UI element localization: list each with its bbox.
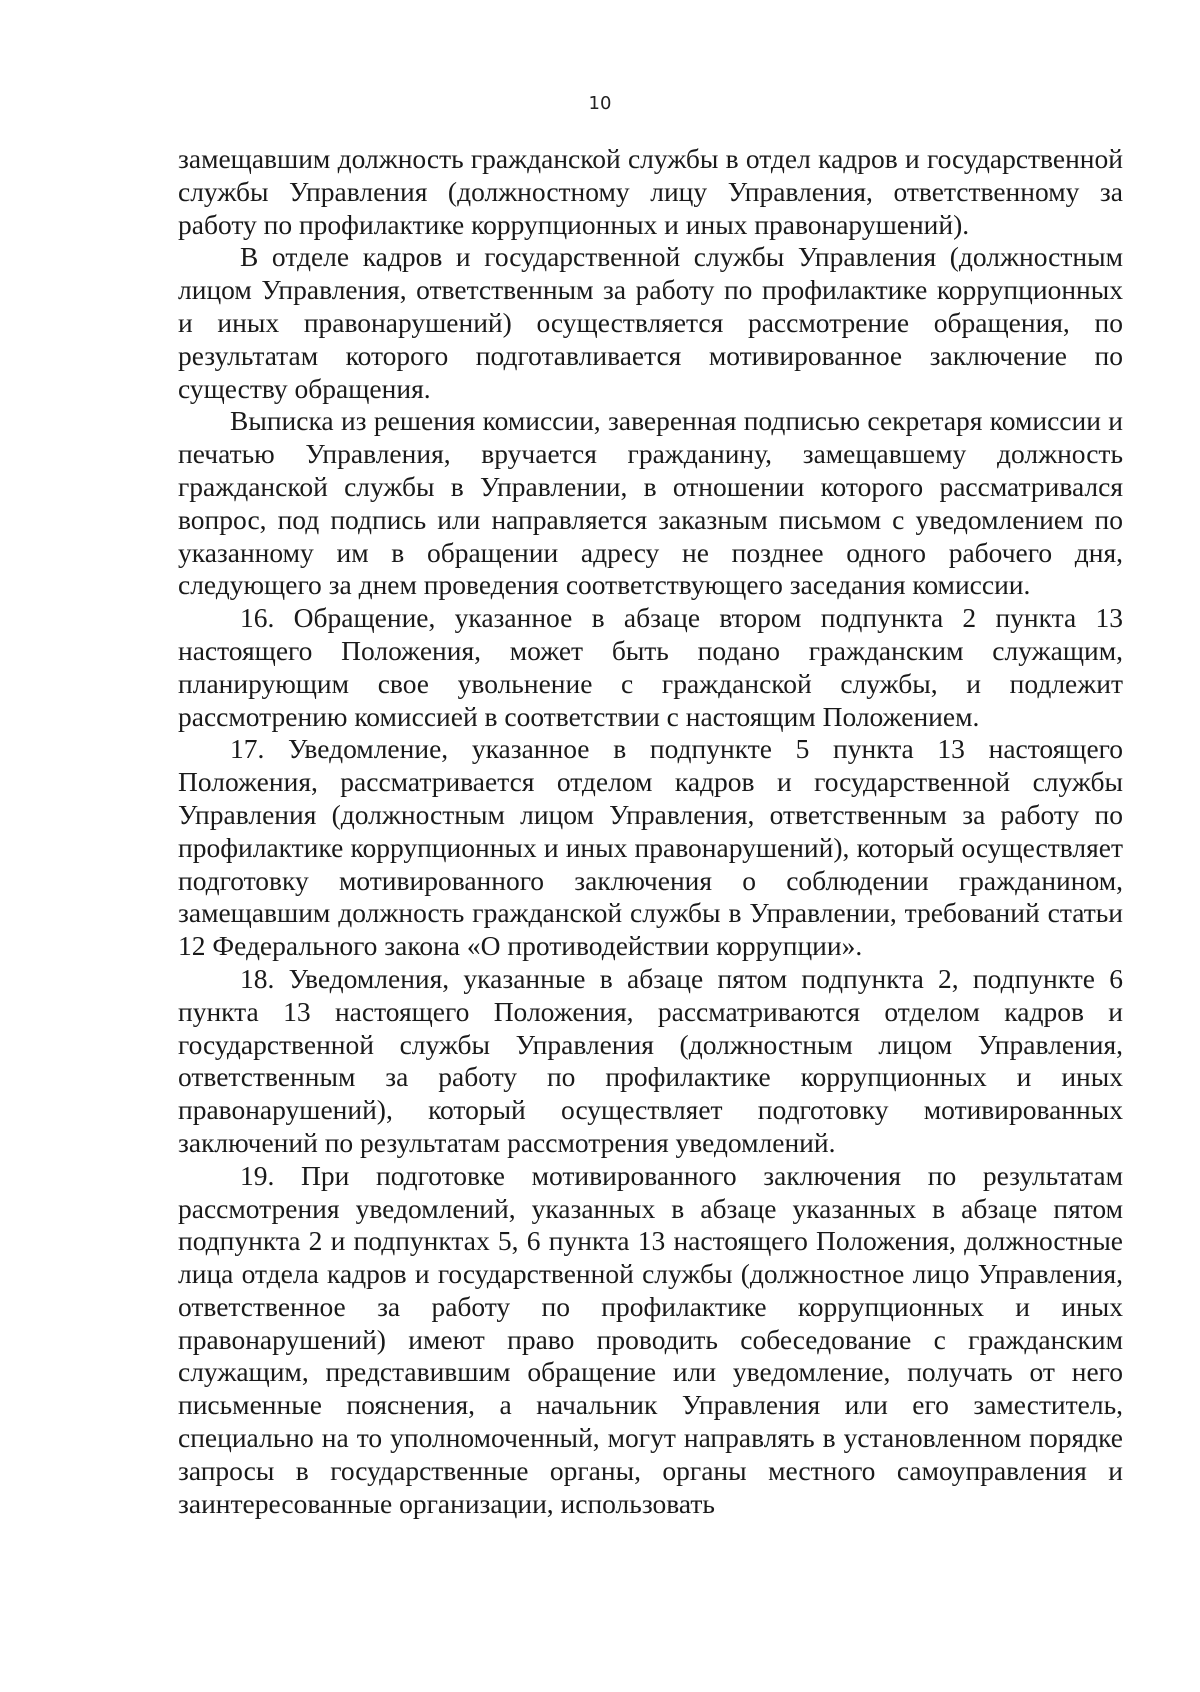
document-body — [178, 143, 1123, 1520]
paragraph-commission-review: В отделе кадров и государственной службы Управления (должностным лицом Управления, ответственным за работу по профилактике коррупционных и иных правонарушений) осуществляется рассмотрение обращения, по результатам которого подготавливается мотивированное заключение по существу обращения. — [178, 241, 1123, 404]
paragraph-item-18: 18. Уведомления, указанные в абзаце пятом подпункта 2, подпункте 6 пункта 13 настоящего Положения, рассматриваются отделом кадров и государственной службы Управления (должностным лицом Управления, ответственным за работу по профилактике коррупционных и иных правонарушений), который осуществляет подготовку мотивированных заключений по результатам рассмотрения уведомлений. — [178, 962, 1123, 1158]
paragraph-extract-decision: Выписка из решения комиссии, заверенная подписью секретаря комиссии и печатью Управления, вручается гражданину, замещавшему должность гражданской службы в Управлении, в отношении которого рассматривался вопрос, под подпись или направляется заказным письмом с уведомлением по указанному им в обращении адресу не позднее одного рабочего дня, следующего за днем проведения соответствующего заседания комиссии. — [178, 405, 1123, 601]
paragraph-item-17: 17. Уведомление, указанное в подпункте 5 пункта 13 настоящего Положения, рассматривается отделом кадров и государственной службы Управления (должностным лицом Управления, ответственным за работу по профилактике коррупционных и иных правонарушений), который осуществляет подготовку мотивированного заключения о соблюдении гражданином, замещавшим должность гражданской службы в Управлении, требований статьи 12 Федерального закона «О противодействии коррупции». — [178, 733, 1123, 962]
paragraph-continuation: замещавшим должность гражданской службы в отдел кадров и государственной службы Управления (должностному лицу Управления, ответственному за работу по профилактике коррупционных и иных правонарушений). — [178, 143, 1123, 240]
paragraph-item-19: 19. При подготовке мотивированного заключения по результатам рассмотрения уведомлений, указанных в абзаце указанных в абзаце пятом подпункта 2 и подпунктах 5, 6 пункта 13 настоящего Положения, должностные лица отдела кадров и государственной службы (должностное лицо Управления, ответственное за работу по профилактике коррупционных и иных правонарушений) имеют право проводить собеседование с гражданским служащим, представившим обращение или уведомление, получать от него письменные пояснения, а начальник Управления или его заместитель, специально на то уполномоченный, могут направлять в установленном порядке запросы в государственные органы, органы местного самоуправления и заинтересованные организации, использовать — [178, 1159, 1123, 1519]
page-number: 10 — [588, 93, 612, 114]
paragraph-item-16: 16. Обращение, указанное в абзаце втором подпункта 2 пункта 13 настоящего Положения, может быть подано гражданским служащим, планирующим свое увольнение с гражданской службы, и подлежит рассмотрению комиссией в соответствии с настоящим Положением. — [178, 602, 1123, 732]
